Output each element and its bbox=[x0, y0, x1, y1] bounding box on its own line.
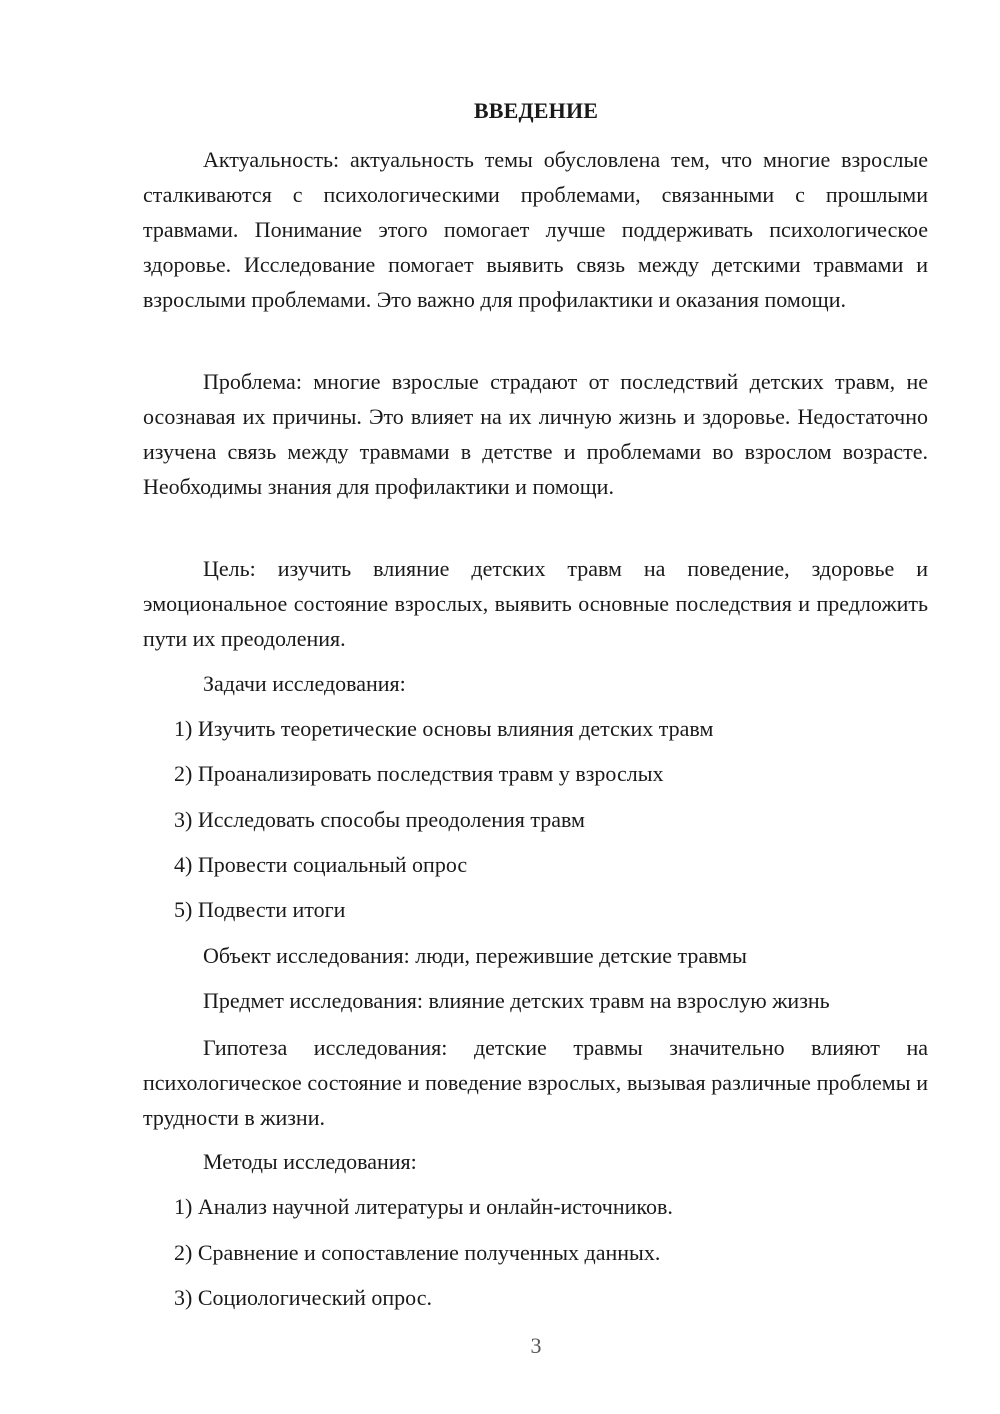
paragraph-hypothesis: Гипотеза исследования: детские травмы значительно влияют на психологическое состояние и поведение взрослых, вызывая различные проблемы и трудности в жизни. bbox=[143, 1035, 928, 1130]
method-item: 3) Социологический опрос. bbox=[174, 1285, 432, 1310]
task-item: 2) Проанализировать последствия травм у взрослых bbox=[174, 761, 664, 786]
task-item: 3) Исследовать способы преодоления травм bbox=[174, 807, 585, 832]
research-subject: Предмет исследования: влияние детских травм на взрослую жизнь bbox=[203, 988, 830, 1013]
paragraph-relevance: Актуальность: актуальность темы обусловлена тем, что многие взрослые сталкиваются с психологическими проблемами, связанными с прошлыми травмами. Понимание этого помогает лучше поддерживать психологическое здоровье. Исследование помогает выявить связь между детскими травмами и взрослыми проблемами. Это важно для профилактики и оказания помощи. bbox=[143, 147, 928, 312]
paragraph-goal: Цель: изучить влияние детских травм на поведение, здоровье и эмоциональное состояние взрослых, выявить основные последствия и предложить пути их преодоления. bbox=[143, 556, 928, 651]
task-item: 1) Изучить теоретические основы влияния детских травм bbox=[174, 716, 714, 741]
page-number: 3 bbox=[530, 1333, 542, 1358]
paragraph-problem: Проблема: многие взрослые страдают от последствий детских травм, не осознавая их причины. Это влияет на их личную жизнь и здоровье. Недостаточно изучена связь между травмами в детстве и проблемами во взрослом возрасте. Необходимы знания для профилактики и помощи. bbox=[143, 369, 928, 499]
methods-heading: Методы исследования: bbox=[203, 1149, 417, 1174]
page-title: ВВЕДЕНИЕ bbox=[473, 98, 599, 123]
method-item: 1) Анализ научной литературы и онлайн-источников. bbox=[174, 1194, 673, 1219]
method-item: 2) Сравнение и сопоставление полученных данных. bbox=[174, 1240, 661, 1265]
tasks-heading: Задачи исследования: bbox=[203, 671, 406, 696]
task-item: 4) Провести социальный опрос bbox=[174, 852, 468, 877]
research-object: Объект исследования: люди, пережившие детские травмы bbox=[203, 943, 747, 968]
task-item: 5) Подвести итоги bbox=[174, 897, 346, 922]
